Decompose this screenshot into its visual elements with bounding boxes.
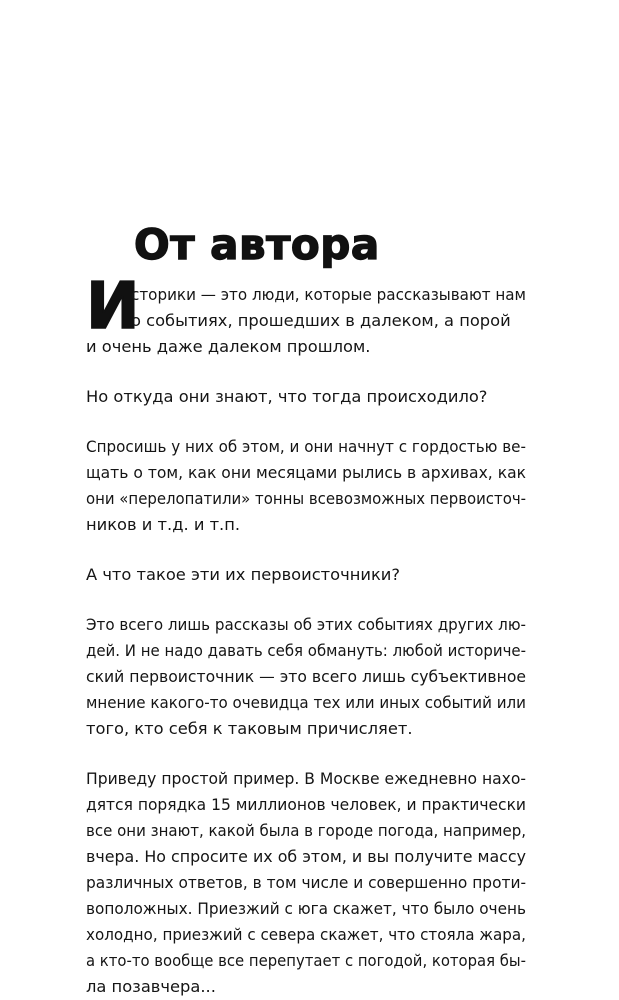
text-line: все они знают, какой была в городе погода, например, (86, 821, 526, 840)
paragraph-5 (86, 612, 526, 742)
chapter-title: От автора (134, 220, 380, 269)
paragraph-1 (86, 270, 527, 360)
text-line: ла позавчера... (86, 977, 216, 996)
text-line: Но откуда они знают, что тогда происходило? (86, 387, 488, 406)
paragraph-2 (86, 384, 526, 410)
text-line: ский первоисточник — это всего лишь субъективное (86, 667, 526, 686)
text-line: а кто-то вообще все перепутает с погодой, которая бы- (86, 951, 526, 970)
text-line: и очень даже далеком прошлом. (86, 337, 371, 356)
text-line: они «перелопатили» тонны всевозможных первоисточ- (86, 489, 527, 508)
text-line: холодно, приезжий с севера скажет, что стояла жара, (86, 925, 526, 944)
text-line: дятся порядка 15 миллионов человек, и практически (86, 795, 527, 814)
text-line: А что такое эти их первоисточники? (86, 565, 401, 584)
paragraph-3 (86, 434, 526, 538)
text-line: щать о том, как они месяцами рылись в архивах, как (86, 463, 527, 482)
text-line: Приведу простой пример. В Москве ежедневно нахо- (86, 769, 527, 788)
paragraph-6 (86, 766, 526, 1000)
paragraph-4 (86, 562, 526, 588)
text-line: воположных. Приезжий с юга скажет, что было очень (86, 899, 526, 918)
text-line: о событиях, прошедших в далеком, а порой (131, 311, 511, 330)
text-line: мнение какого-то очевидца тех или иных событий или (86, 693, 526, 712)
text-line: различных ответов, в том числе и совершенно проти- (86, 873, 527, 892)
drop-cap-letter: И (86, 270, 140, 344)
text-line: вчера. Но спросите их об этом, и вы получите массу (86, 847, 527, 866)
text-line: Это всего лишь рассказы об этих событиях других лю- (86, 615, 527, 634)
text-line: того, кто себя к таковым причисляет. (86, 719, 413, 738)
text-line: дей. И не надо давать себя обмануть: любой историче- (86, 641, 527, 660)
text-line: ников и т.д. и т.п. (86, 515, 241, 534)
chapter-body (86, 270, 527, 1000)
text-line: Спросишь у них об этом, и они начнут с гордостью ве- (86, 437, 526, 456)
text-line: сторики — это люди, которые рассказывают нам (131, 285, 527, 304)
